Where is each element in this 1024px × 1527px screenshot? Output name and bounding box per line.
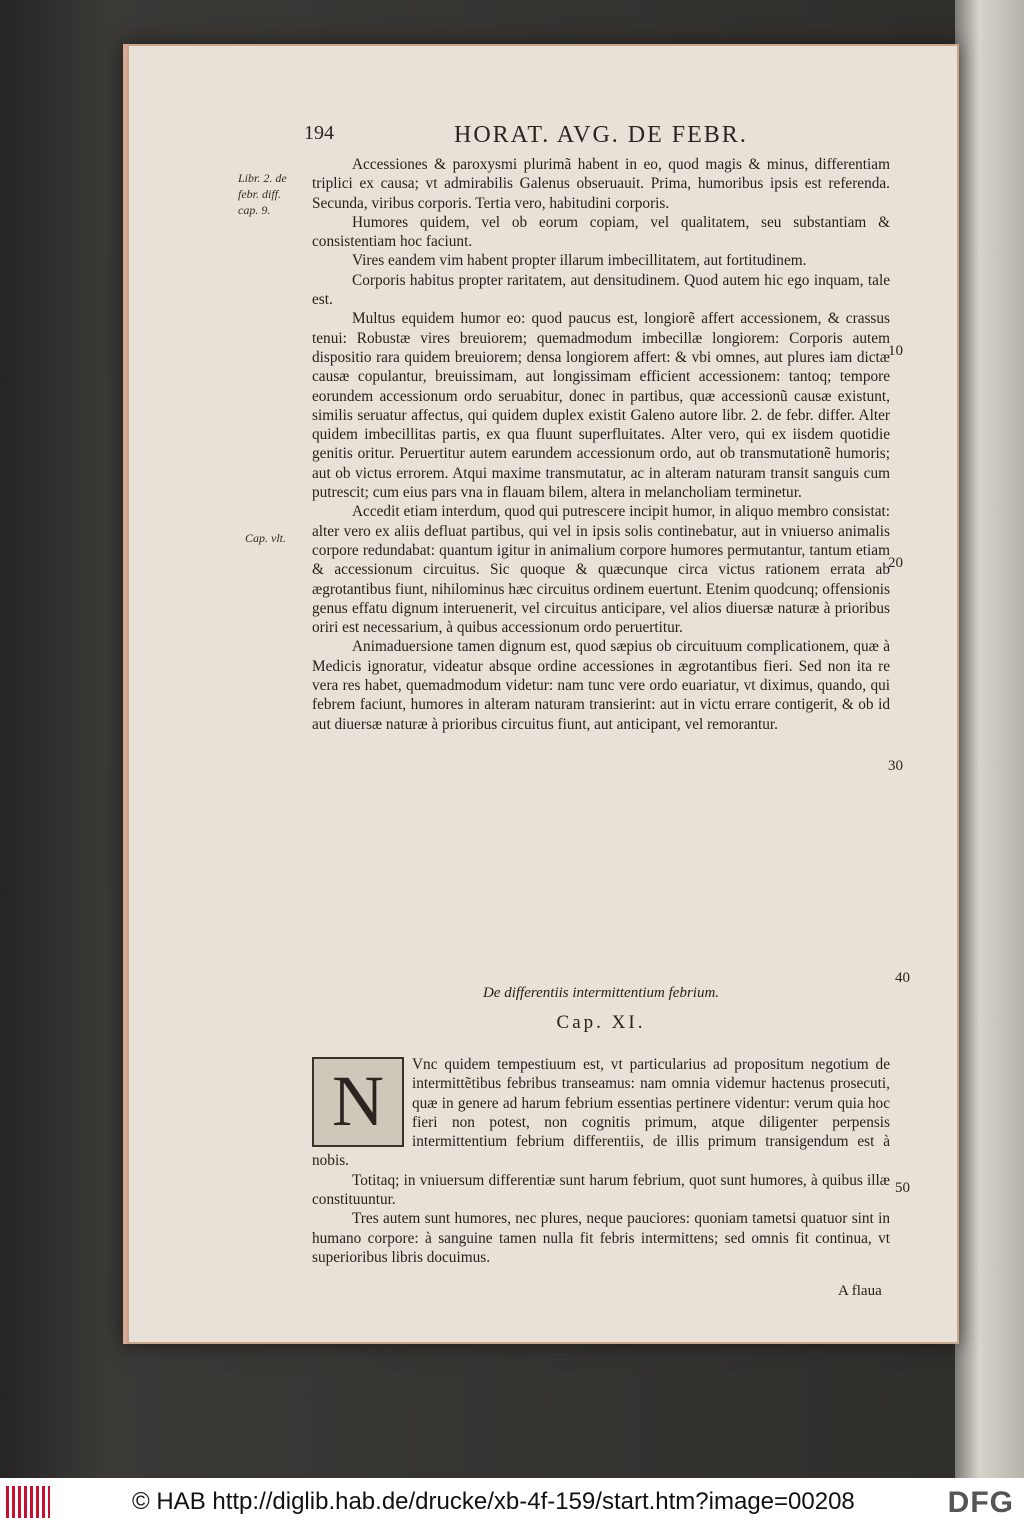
decorated-initial: N — [312, 1057, 404, 1147]
catchword: A flaua — [838, 1283, 882, 1299]
line-number-40: 40 — [895, 970, 910, 986]
paragraph: Vires eandem vim habent propter illarum imbecillitatem, aut fortitudinem. — [352, 252, 807, 270]
running-head: HORAT. AVG. DE FEBR. — [454, 122, 748, 148]
section-subheading: De differentiis intermittentium febrium. — [482, 985, 720, 1001]
paragraph: Tres autem sunt humores, nec plures, neque pauciores: quoniam tametsi quatuor sint in humano corpore: à sanguine tamen nulla fit febris intermittens; sed omnis fit continua, vt superioribus libris docuimus. — [312, 1210, 890, 1266]
body-text — [312, 155, 890, 734]
margin-note-chapter: Cap. vlt. — [245, 531, 286, 545]
facing-page-edge — [955, 0, 1024, 1478]
chapter-heading: Cap. XI. — [556, 1012, 646, 1033]
dfg-logo: DFG — [947, 1486, 1014, 1519]
paragraph: Humores quidem, vel ob eorum copiam, vel qualitatem, seu substantiam & consistentiam hoc faciunt. — [312, 213, 890, 251]
paragraph: Accedit etiam interdum, quod qui putrescere incipit humor, in aliquo membro consistat: alter vero ex aliis defluat partibus, qui vel in ipsis solis continebatur, aut in vniuerso animalis corpore redundabat: quantum igitur in animalium corpore humores permutantur, tantum etiam & accessionum circuitus. Sic quoque & quæcunque circa victus rationem errata ab ægrotantibus fiunt, nihilominus hæc circuitus ordinem euertunt. Etenim quodcunq; offensionis genus effatu dignum interuenerit, vel circuitus anticipare, vel alios diuersæ naturæ à prioribus oriri est necessarium, à quibus accessionum ordo peruertitur. — [312, 503, 890, 637]
line-number-20: 20 — [888, 555, 903, 571]
chapter-text — [312, 1055, 890, 1267]
paragraph: Accessiones & paroxysmi plurimã habent in eo, quod magis & minus, differentiam triplici ex causa; vt admirabilis Galenus obseruauit. Prima, humoribus ipsis est referenda. Secunda, viribus corporis. Tertia vero, habitudini corporis. — [312, 156, 890, 212]
paragraph: Multus equidem humor eo: quod paucus est, longiorẽ affert accessionem, & crassus tenui: Robustæ vires breuiorem; quemadmodum imbecillæ longiorem: Corporis autem dispositio rara quidem breuiorem; densa longiorem affert: & vbi omnes, aut plures iam dictæ causæ copulantur, breuissimam, aut longissimam efficient accessionem: tantoq; tempore eorundem accessionum ordo seruabitur, donec in partibus, quæ accessionũ causæ existunt, similis seruatur affectus, qui quidem duplex existit Galeno autore libr. 2. de febr. differ. Alter quidem imbecillitas partis, ex qua fluunt superfluitates. Alter vero, qui ex iisdem quotidie genitis oritur. Peruertitur autem earundem accessionum ordo, aut ob transmutationẽ humoris; aut ob victus errorem. Atqui maxime transmutatur, ac in alteram naturam transit sanguis cum putrescit; cum eius pars vna in flauam bilem, altera in melancholiam terminetur. — [312, 310, 890, 502]
line-number-50: 50 — [895, 1180, 910, 1196]
page-header — [304, 122, 894, 152]
line-number-30: 30 — [888, 758, 903, 774]
paragraph: Animaduersione tamen dignum est, quod sæpius ob circuituum complicationem, quæ à Medicis ignoratur, videatur absque ordine accessiones in ægrotantibus fieri. Sed non ita re vera res habet, quemadmodum videtur: nam tunc vere ordo euariatur, vt diximus, quando, qui febrem faciunt, humores in alteram naturam transierint: aut in victu errare contigerit, & ob id aut diuersæ naturæ à prioribus circuitus fiunt, aut anticipant, vel remorantur. — [312, 638, 890, 733]
margin-note-reference: Libr. 2. de febr. diff. cap. 9. — [238, 171, 287, 217]
paragraph: Totitaq; in vniuersum differentiæ sunt harum febrium, quot sunt humores, à quibus illæ constituuntur. — [312, 1171, 890, 1209]
page-number: 194 — [304, 122, 334, 144]
footer-bar — [0, 1478, 1024, 1527]
paragraph: Corporis habitus propter raritatem, aut densitudinem. Quod autem hic ego inquam, tale est. — [312, 271, 890, 309]
footer-credit-link[interactable]: © HAB http://diglib.hab.de/drucke/xb-4f-159/start.htm?image=00208 — [132, 1488, 855, 1515]
paragraph: Vnc quidem tempestiuum est, vt particularius ad propositum negotium de intermittẽtibus febribus transeamus: nam omnia videmur hactenus prosecuti, quæ in genere ad harum febrium essentias pertinere videntur: verum quia hoc fieri non potest, non cognitis primum, atque diligenter perpensis intermittentium febrium differentiis, de illis primum transigendum est à nobis. — [312, 1056, 890, 1170]
library-logo-icon — [6, 1486, 50, 1518]
line-number-10: 10 — [888, 343, 903, 359]
